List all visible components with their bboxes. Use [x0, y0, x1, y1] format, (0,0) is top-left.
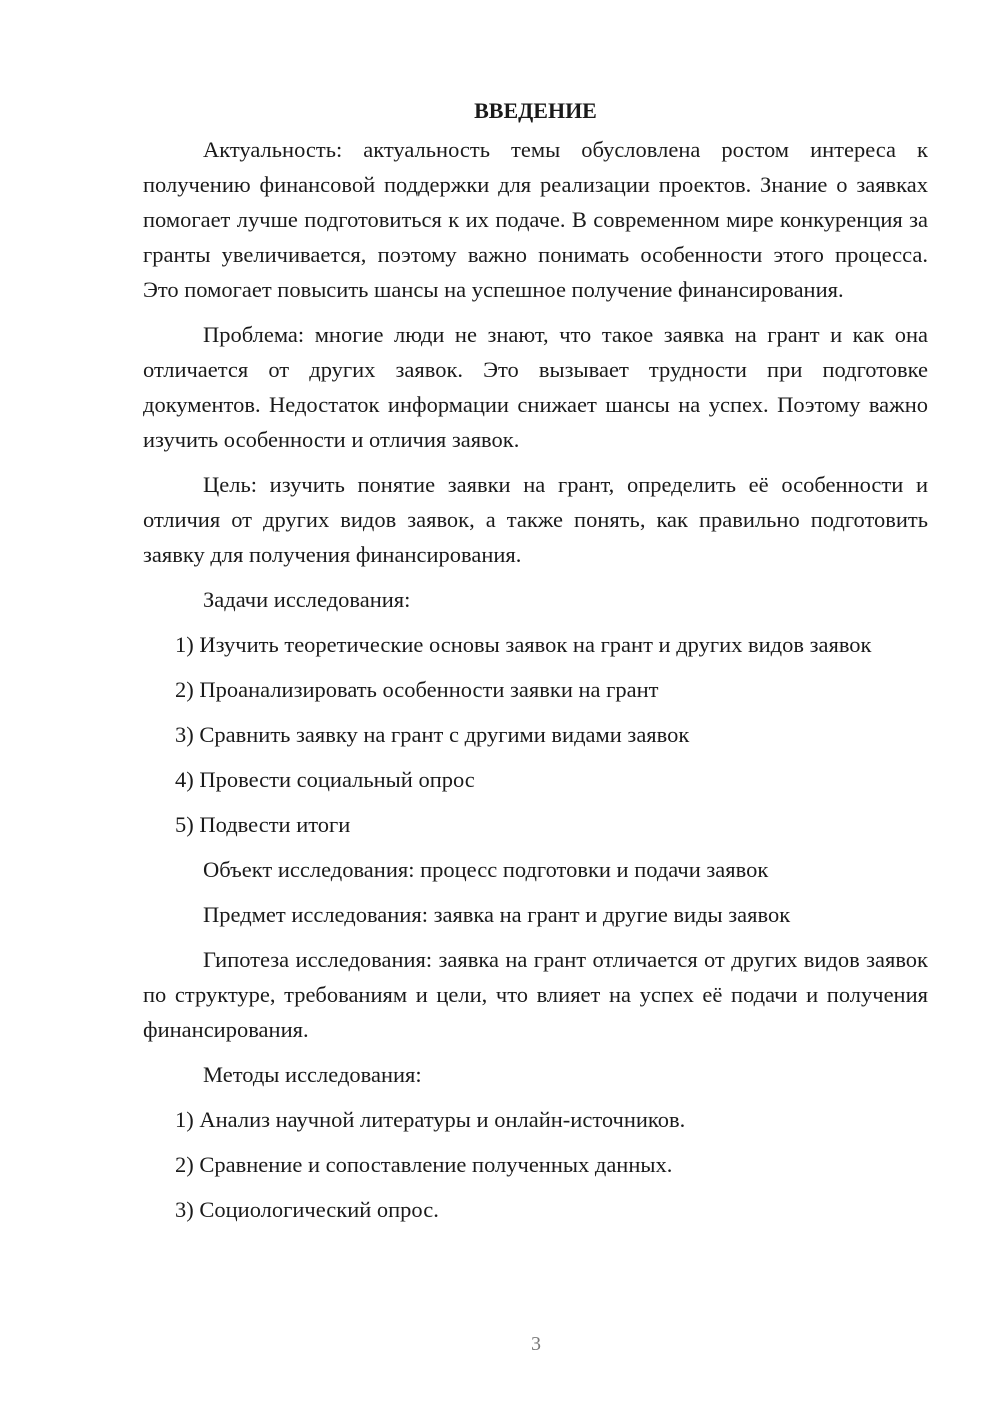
document-page — [143, 96, 928, 1237]
problem-paragraph: Проблема: многие люди не знают, что такое заявка на грант и как она отличается от других заявок. Это вызывает трудности при подготовке документов. Недостаток информации снижает шансы на успех. Поэтому важно изучить особенности и отличия заявок. — [143, 322, 928, 452]
task-item-3: 3) Сравнить заявку на грант с другими видами заявок — [175, 722, 690, 747]
method-item-2: 2) Сравнение и сопоставление полученных данных. — [175, 1152, 673, 1177]
relevance-paragraph: Актуальность: актуальность темы обусловлена ростом интереса к получению финансовой поддержки для реализации проектов. Знание о заявках помогает лучше подготовиться к их подаче. В современном мире конкуренция за гранты увеличивается, поэтому важно понимать особенности этого процесса. Это помогает повысить шансы на успешное получение финансирования. — [143, 137, 928, 302]
task-item-1: 1) Изучить теоретические основы заявок на грант и других видов заявок — [175, 632, 872, 657]
page-title: ВВЕДЕНИЕ — [474, 98, 597, 123]
task-item-2: 2) Проанализировать особенности заявки на грант — [175, 677, 659, 702]
page-number: 3 — [531, 1333, 541, 1355]
methods-heading: Методы исследования: — [203, 1062, 422, 1087]
task-item-5: 5) Подвести итоги — [175, 812, 351, 837]
method-item-1: 1) Анализ научной литературы и онлайн-источников. — [175, 1107, 686, 1132]
task-item-4: 4) Провести социальный опрос — [175, 767, 475, 792]
goal-paragraph: Цель: изучить понятие заявки на грант, определить её особенности и отличия от других видов заявок, а также понять, как правильно подготовить заявку для получения финансирования. — [143, 472, 928, 567]
tasks-heading: Задачи исследования: — [203, 587, 411, 612]
method-item-3: 3) Социологический опрос. — [175, 1197, 439, 1222]
subject-paragraph: Предмет исследования: заявка на грант и другие виды заявок — [203, 902, 791, 927]
hypothesis-paragraph: Гипотеза исследования: заявка на грант отличается от других видов заявок по структуре, требованиям и цели, что влияет на успех её подачи и получения финансирования. — [143, 947, 928, 1042]
object-paragraph: Объект исследования: процесс подготовки и подачи заявок — [203, 857, 769, 882]
